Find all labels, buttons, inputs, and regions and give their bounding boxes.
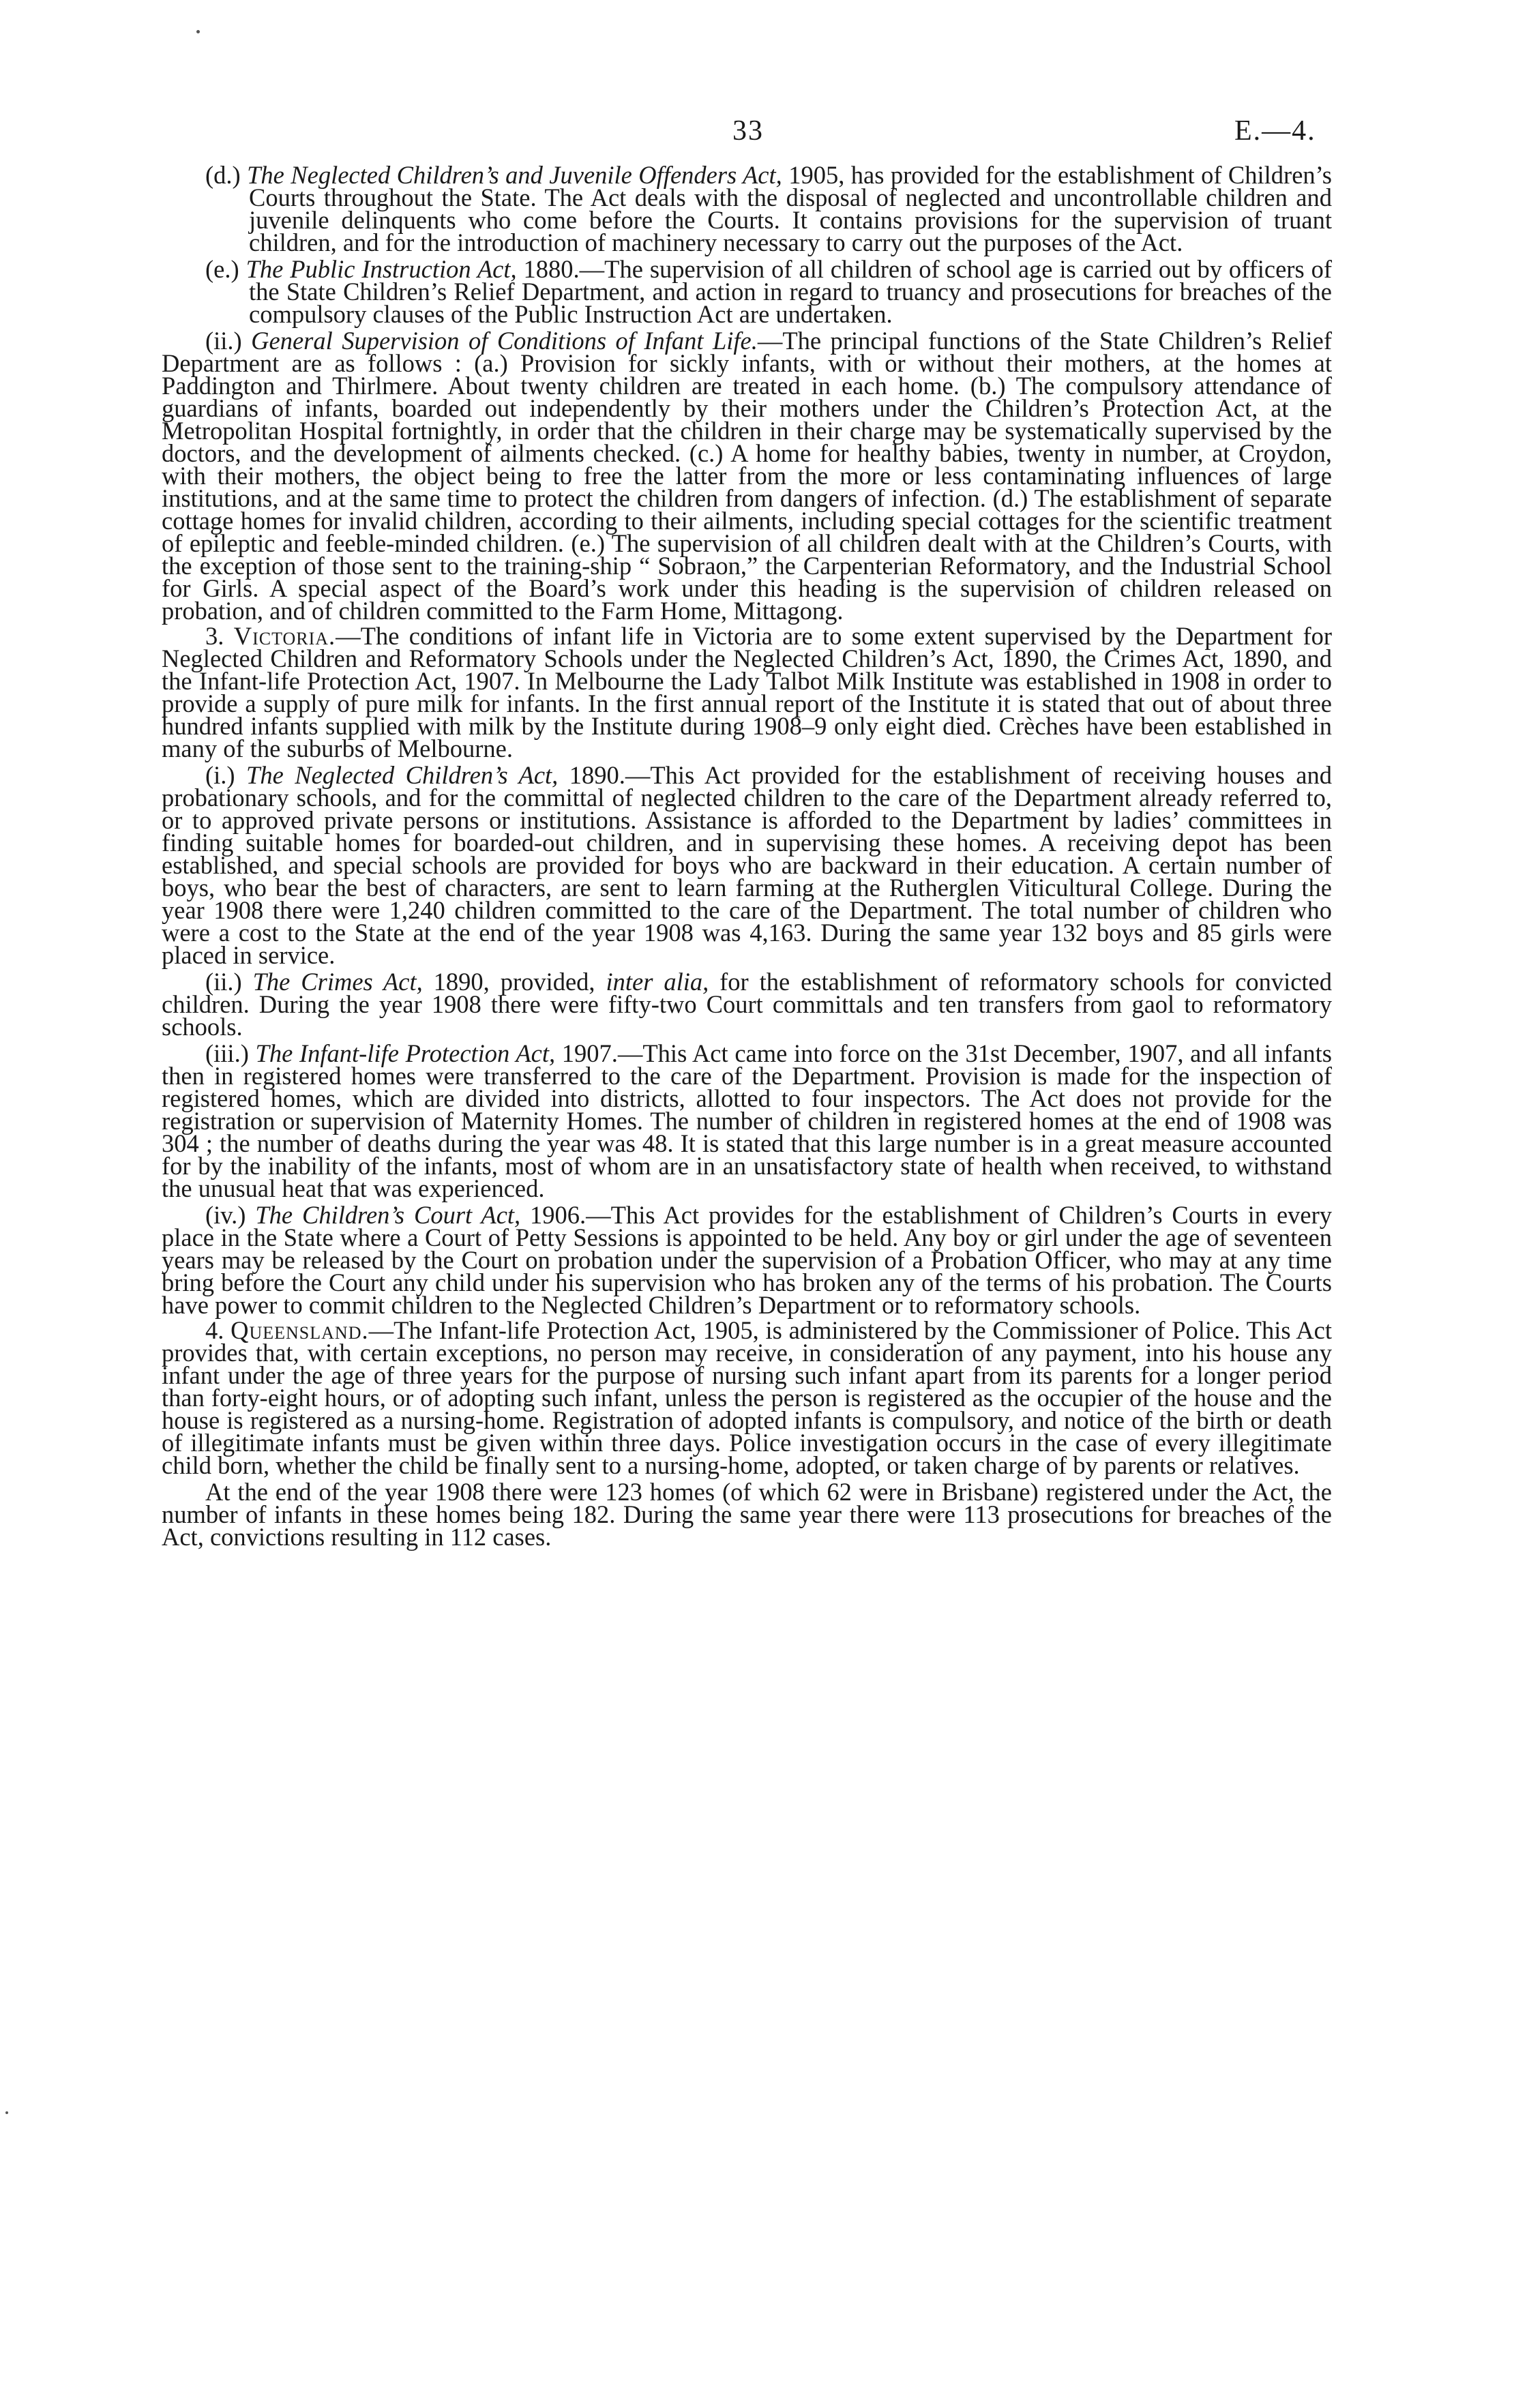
paragraph-text: 1905, has provided for the establishment of Children’s Courts throughout the State. The Act deals with the disposal of neglected and uncontrollable children and juvenile delinquents who come before the Courts. It contains provisions for the supervision of truant children, and for the introduction of machinery necessary to carry out the purposes of the Act. — [249, 161, 1333, 256]
paragraph-victoria-iii-infant-life-act — [162, 1039, 1332, 1202]
act-title: The Children’s Court Act, — [255, 1201, 521, 1229]
paragraph-text: —The principal functions of the State Children’s Relief Department are as follows : (a.) Provision for sickly infants, with or without their mothers, at the homes at Paddington and Thirlmere. About twenty children are treated in each home. (b.) The compulsory attendance of guardians of infants, boarded out independently by their mothers under the Children’s Protection Act, at the Metropolitan Hospital fortnightly, in order that the children in their charge may be systematically supervised by the doctors, and the development of ailments checked. (c.) A home for healthy babies, twenty in number, at Croydon, with their mothers, the object being to free the latter from the more or less contaminating influences of large institutions, and at the same time to protect the children from dangers of infection. (d.) The establishment of separate cottage homes for invalid children, according to their ailments, including special cottages for the scientific treatment of epileptic and feeble-minded children. (e.) The supervision of all children dealt with at the Children’s Courts, with the exception of those sent to the training-ship “ Sobraon,” the Carpenterian Reformatory, and the Industrial School for Girls. A special aspect of the Board’s work under this heading is the supervision of children released on probation, and of children committed to the Farm Home, Mittagong. — [162, 327, 1333, 625]
paragraph-queensland — [162, 1316, 1333, 1479]
item-label: 3. — [205, 622, 234, 650]
latin-phrase: inter alia, — [606, 968, 709, 996]
paragraph-text: —The conditions of infant life in Victoria are to some extent supervised by the Department for Neglected Children and Reformatory Schools under the Neglected Children’s Act, 1890, the Crimes Act, 1890, and the Infant-life Protection Act, 1907. In Melbourne the Lady Talbot Milk Institute was established in 1908 in order to provide a supply of pure milk for infants. In the first annual report of the Institute it is stated that out of about three hundred infants supplied with milk by the Institute during 1908–9 only eight died. Crèches have been established in many of the suburbs of Melbourne. — [162, 622, 1332, 762]
page-number: 33 — [732, 115, 764, 147]
act-title: The Crimes Act, — [252, 968, 423, 996]
scan-speck-left — [5, 2111, 8, 2114]
paragraph-victoria — [162, 622, 1332, 762]
paragraph-e-public-instruction-act — [205, 255, 1332, 328]
paragraph-text: 1907.—This Act came into force on the 31st December, 1907, and all infants then in registered homes were transferred to the care of the Department. Provision is made for the inspection of registered homes, which are divided into districts, allotted to four inspectors. The Act does not provide for the registration or supervision of Maternity Homes. The number of children in registered homes at the end of 1908 was 304 ; the number of deaths during the year was 48. It is stated that this large number is in a great measure accounted for by the inability of the infants, most of whom are in an unsatisfactory state of health when received, to withstand the unusual heat that was experienced. — [162, 1039, 1332, 1202]
paragraph-d-neglected-childrens-act — [205, 161, 1333, 256]
item-label: (d.) — [205, 161, 248, 189]
paragraph-text: 1880.—The supervision of all children of school age is carried out by officers of the State Children’s Relief Department, and action in regard to truancy and prosecutions for breaches of the compulsory clauses of the Public Instruction Act are undertaken. — [249, 255, 1332, 328]
item-label: (ii.) — [205, 327, 252, 355]
paragraph-victoria-i-neglected-childrens-act — [162, 761, 1332, 969]
item-label: 4. — [205, 1316, 231, 1344]
paragraph-queensland-statistics — [162, 1478, 1332, 1551]
section-heading-victoria: Victoria. — [233, 622, 336, 650]
paragraph-text: —The Infant-life Protection Act, 1905, is administered by the Commissioner of Police. This Act provides that, with certain exceptions, no person may receive, in consideration of any payment, into his house any infant under the age of three years for the purpose of nursing such infant apart from its parents for a longer period than forty-eight hours, or of adopting such infant, unless the person is registered as the occupier of the house and the house is registered as a nursing-home. Registration of adopted infants is compulsory, and notice of the birth or death of illegitimate infants must be given within three days. Police investigation occurs in the case of every illegitimate child born, whether the child be finally sent to a nursing-home, adopted, or taken charge of by parents or relatives. — [162, 1316, 1333, 1479]
item-label: (iv.) — [205, 1201, 256, 1229]
act-title: The Neglected Children’s and Juvenile Offenders Act, — [247, 161, 782, 189]
paragraph-victoria-iv-childrens-court-act — [162, 1201, 1332, 1319]
item-label: (ii.) — [205, 968, 253, 996]
paragraph-text: for the establishment of reformatory schools for convicted children. During the year 1908 there were fifty-two Court committals and ten transfers from gaol to reformatory schools. — [162, 968, 1333, 1041]
paragraph-ii-general-supervision — [162, 327, 1333, 625]
act-title: The Infant-life Protection Act, — [255, 1039, 556, 1067]
item-label: (e.) — [205, 255, 246, 283]
document-reference: E.—4. — [1234, 115, 1316, 147]
section-heading-queensland: Queensland. — [231, 1316, 369, 1344]
page-header — [0, 115, 1514, 150]
paragraph-text: 1890.—This Act provided for the establishment of receiving houses and probationary schools, and for the committal of neglected children to the care of the Department already referred to, or to approved private persons or institutions. Assistance is afforded to the Department by ladies’ committees in finding suitable homes for boarded-out children, and in supervising these homes. A receiving depot has been established, and special schools are provided for boys who are backward in their education. A certain number of boys, who bear the best of characters, are sent to learn farming at the Rutherglen Viticultural College. During the year 1908 there were 1,240 children committed to the care of the Department. The total number of children who were a cost to the State at the end of the year 1908 was 4,163. During the same year 132 boys and 85 girls were placed in service. — [162, 761, 1332, 969]
paragraph-victoria-ii-crimes-act — [162, 968, 1333, 1041]
paragraph-text: At the end of the year 1908 there were 123 homes (of which 62 were in Brisbane) registered under the Act, the number of infants in these homes being 182. During the same year there were 113 prosecutions for breaches of the Act, convictions resulting in 112 cases. — [162, 1478, 1332, 1551]
paragraph-text: 1906.—This Act provides for the establishment of Children’s Courts in every place in the State where a Court of Petty Sessions is appointed to be held. Any boy or girl under the age of seventeen years may be released by the Court on probation under the supervision of a Probation Officer, who may at any time bring before the Court any child under his supervision who has broken any of the terms of his probation. The Courts have power to commit children to the Neglected Children’s Department or to reformatory schools. — [162, 1201, 1332, 1319]
scan-speck-top — [196, 30, 200, 33]
paragraph-text: 1890, provided, — [422, 968, 606, 996]
act-title: The Public Instruction Act, — [246, 255, 517, 283]
act-title: The Neglected Children’s Act, — [246, 761, 559, 789]
body-text — [162, 161, 1333, 1551]
item-label: (i.) — [205, 761, 247, 789]
item-label: (iii.) — [205, 1039, 256, 1067]
section-title: General Supervision of Conditions of Infant Life. — [251, 327, 758, 355]
